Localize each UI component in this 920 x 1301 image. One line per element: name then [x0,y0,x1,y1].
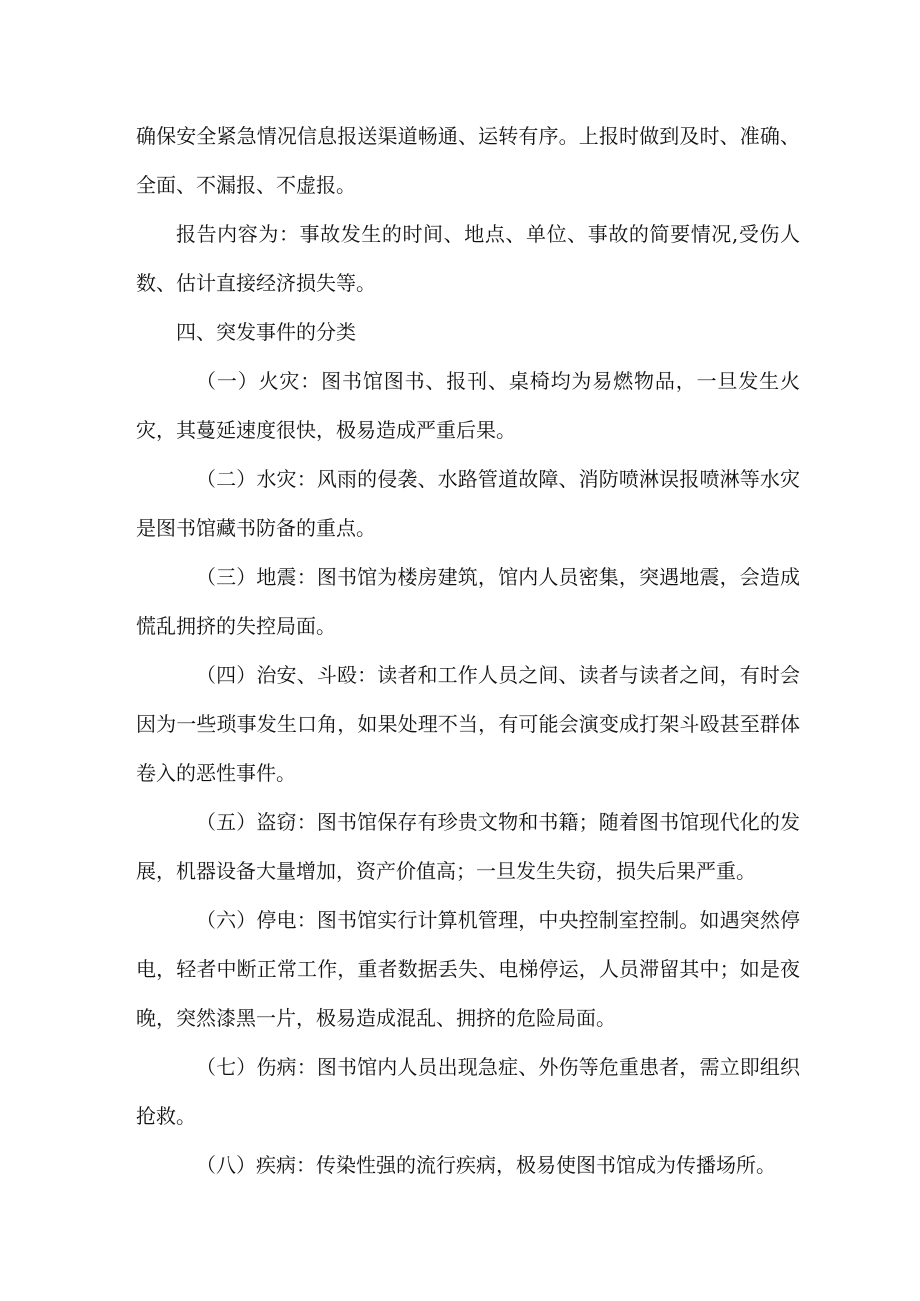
paragraph-power-outage: （六）停电：图书馆实行计算机管理，中央控制室控制。如遇突然停电，轻者中断正常工作，重者数据丢失、电梯停运，人员滞留其中；如是夜晚，突然漆黑一片，极易造成混乱、拥挤的危险局面。 [136,908,800,1030]
paragraph-flood: （二）水灾：风雨的侵袭、水路管道故障、消防喷淋误报喷淋等水灾是图书馆藏书防备的重点。 [136,467,800,540]
paragraph-1: 确保安全紧急情况信息报送渠道畅通、运转有序。上报时做到及时、准确、全面、不漏报、不虚报。 [136,124,800,197]
paragraph-security: （四）治安、斗殴：读者和工作人员之间、读者与读者之间，有时会因为一些琐事发生口角，如果处理不当，有可能会演变成打架斗殴甚至群体卷入的恶性事件。 [136,663,800,785]
section-heading: 四、突发事件的分类 [176,320,356,344]
paragraph-fire: （一）火灾：图书馆图书、报刊、桌椅均为易燃物品，一旦发生火灾，其蔓延速度很快，极易造成严重后果。 [136,369,800,442]
paragraph-theft: （五）盗窃：图书馆保存有珍贵文物和书籍；随着图书馆现代化的发展，机器设备大量增加，资产价值高；一旦发生失窃，损失后果严重。 [136,810,800,883]
paragraph-2: 报告内容为：事故发生的时间、地点、单位、事故的简要情况,受伤人数、估计直接经济损失等。 [136,222,800,295]
paragraph-injury: （七）伤病：图书馆内人员出现急症、外伤等危重患者，需立即组织抢救。 [136,1055,800,1128]
paragraph-earthquake: （三）地震：图书馆为楼房建筑，馆内人员密集，突遇地震，会造成慌乱拥挤的失控局面。 [136,565,800,638]
document-body [136,112,800,1190]
paragraph-disease: （八）疾病：传染性强的流行疾病，极易使图书馆成为传播场所。 [196,1153,776,1177]
